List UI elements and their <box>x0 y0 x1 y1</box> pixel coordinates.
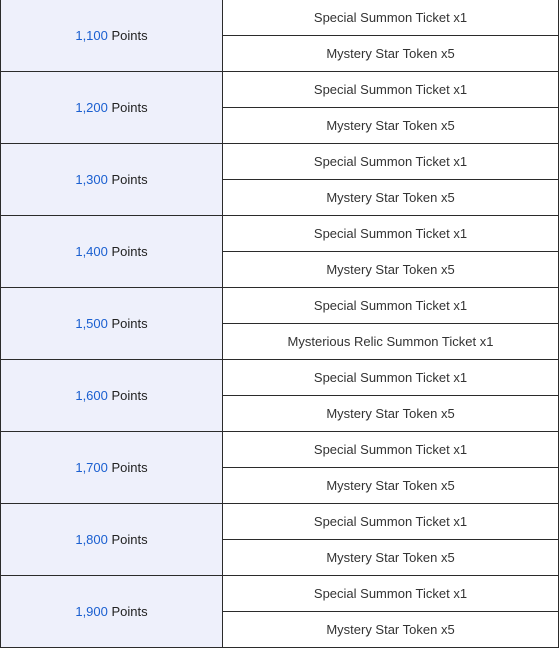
points-tier-cell <box>1 432 223 504</box>
reward-row <box>1 576 559 612</box>
points-value: 1,400 <box>75 244 108 259</box>
points-tier-cell <box>1 216 223 288</box>
points-unit-label: Points <box>111 532 148 547</box>
points-unit-label: Points <box>111 460 148 475</box>
reward-item: Mystery Star Token x5 <box>223 252 559 288</box>
reward-item: Mystery Star Token x5 <box>223 108 559 144</box>
reward-row <box>1 288 559 324</box>
points-value: 1,800 <box>75 532 108 547</box>
points-value: 1,500 <box>75 316 108 331</box>
reward-item: Special Summon Ticket x1 <box>223 0 559 36</box>
points-value: 1,600 <box>75 388 108 403</box>
reward-item: Special Summon Ticket x1 <box>223 288 559 324</box>
points-tier-cell <box>1 360 223 432</box>
points-unit-label: Points <box>111 604 148 619</box>
points-tier-cell <box>1 0 223 72</box>
points-tier-cell <box>1 504 223 576</box>
reward-item: Mysterious Relic Summon Ticket x1 <box>223 324 559 360</box>
reward-row <box>1 432 559 468</box>
reward-row <box>1 0 559 36</box>
reward-item: Mystery Star Token x5 <box>223 36 559 72</box>
reward-item: Mystery Star Token x5 <box>223 612 559 648</box>
points-unit-label: Points <box>111 100 148 115</box>
points-unit-label: Points <box>111 316 148 331</box>
reward-item: Mystery Star Token x5 <box>223 540 559 576</box>
points-value: 1,700 <box>75 460 108 475</box>
reward-item: Special Summon Ticket x1 <box>223 72 559 108</box>
points-value: 1,300 <box>75 172 108 187</box>
points-unit-label: Points <box>111 172 148 187</box>
reward-item: Special Summon Ticket x1 <box>223 360 559 396</box>
reward-row <box>1 144 559 180</box>
points-tier-cell <box>1 288 223 360</box>
reward-item: Special Summon Ticket x1 <box>223 432 559 468</box>
points-value: 1,200 <box>75 100 108 115</box>
points-tier-cell <box>1 576 223 648</box>
reward-item: Mystery Star Token x5 <box>223 396 559 432</box>
reward-item: Special Summon Ticket x1 <box>223 216 559 252</box>
reward-row <box>1 360 559 396</box>
reward-item: Special Summon Ticket x1 <box>223 576 559 612</box>
points-tier-cell <box>1 144 223 216</box>
points-unit-label: Points <box>111 388 148 403</box>
rewards-table-body <box>1 0 559 648</box>
reward-item: Special Summon Ticket x1 <box>223 144 559 180</box>
points-unit-label: Points <box>111 244 148 259</box>
reward-row <box>1 216 559 252</box>
points-value: 1,100 <box>75 28 108 43</box>
points-value: 1,900 <box>75 604 108 619</box>
points-unit-label: Points <box>111 28 148 43</box>
reward-item: Special Summon Ticket x1 <box>223 504 559 540</box>
reward-row <box>1 72 559 108</box>
reward-item: Mystery Star Token x5 <box>223 468 559 504</box>
points-tier-cell <box>1 72 223 144</box>
reward-item: Mystery Star Token x5 <box>223 180 559 216</box>
reward-row <box>1 504 559 540</box>
